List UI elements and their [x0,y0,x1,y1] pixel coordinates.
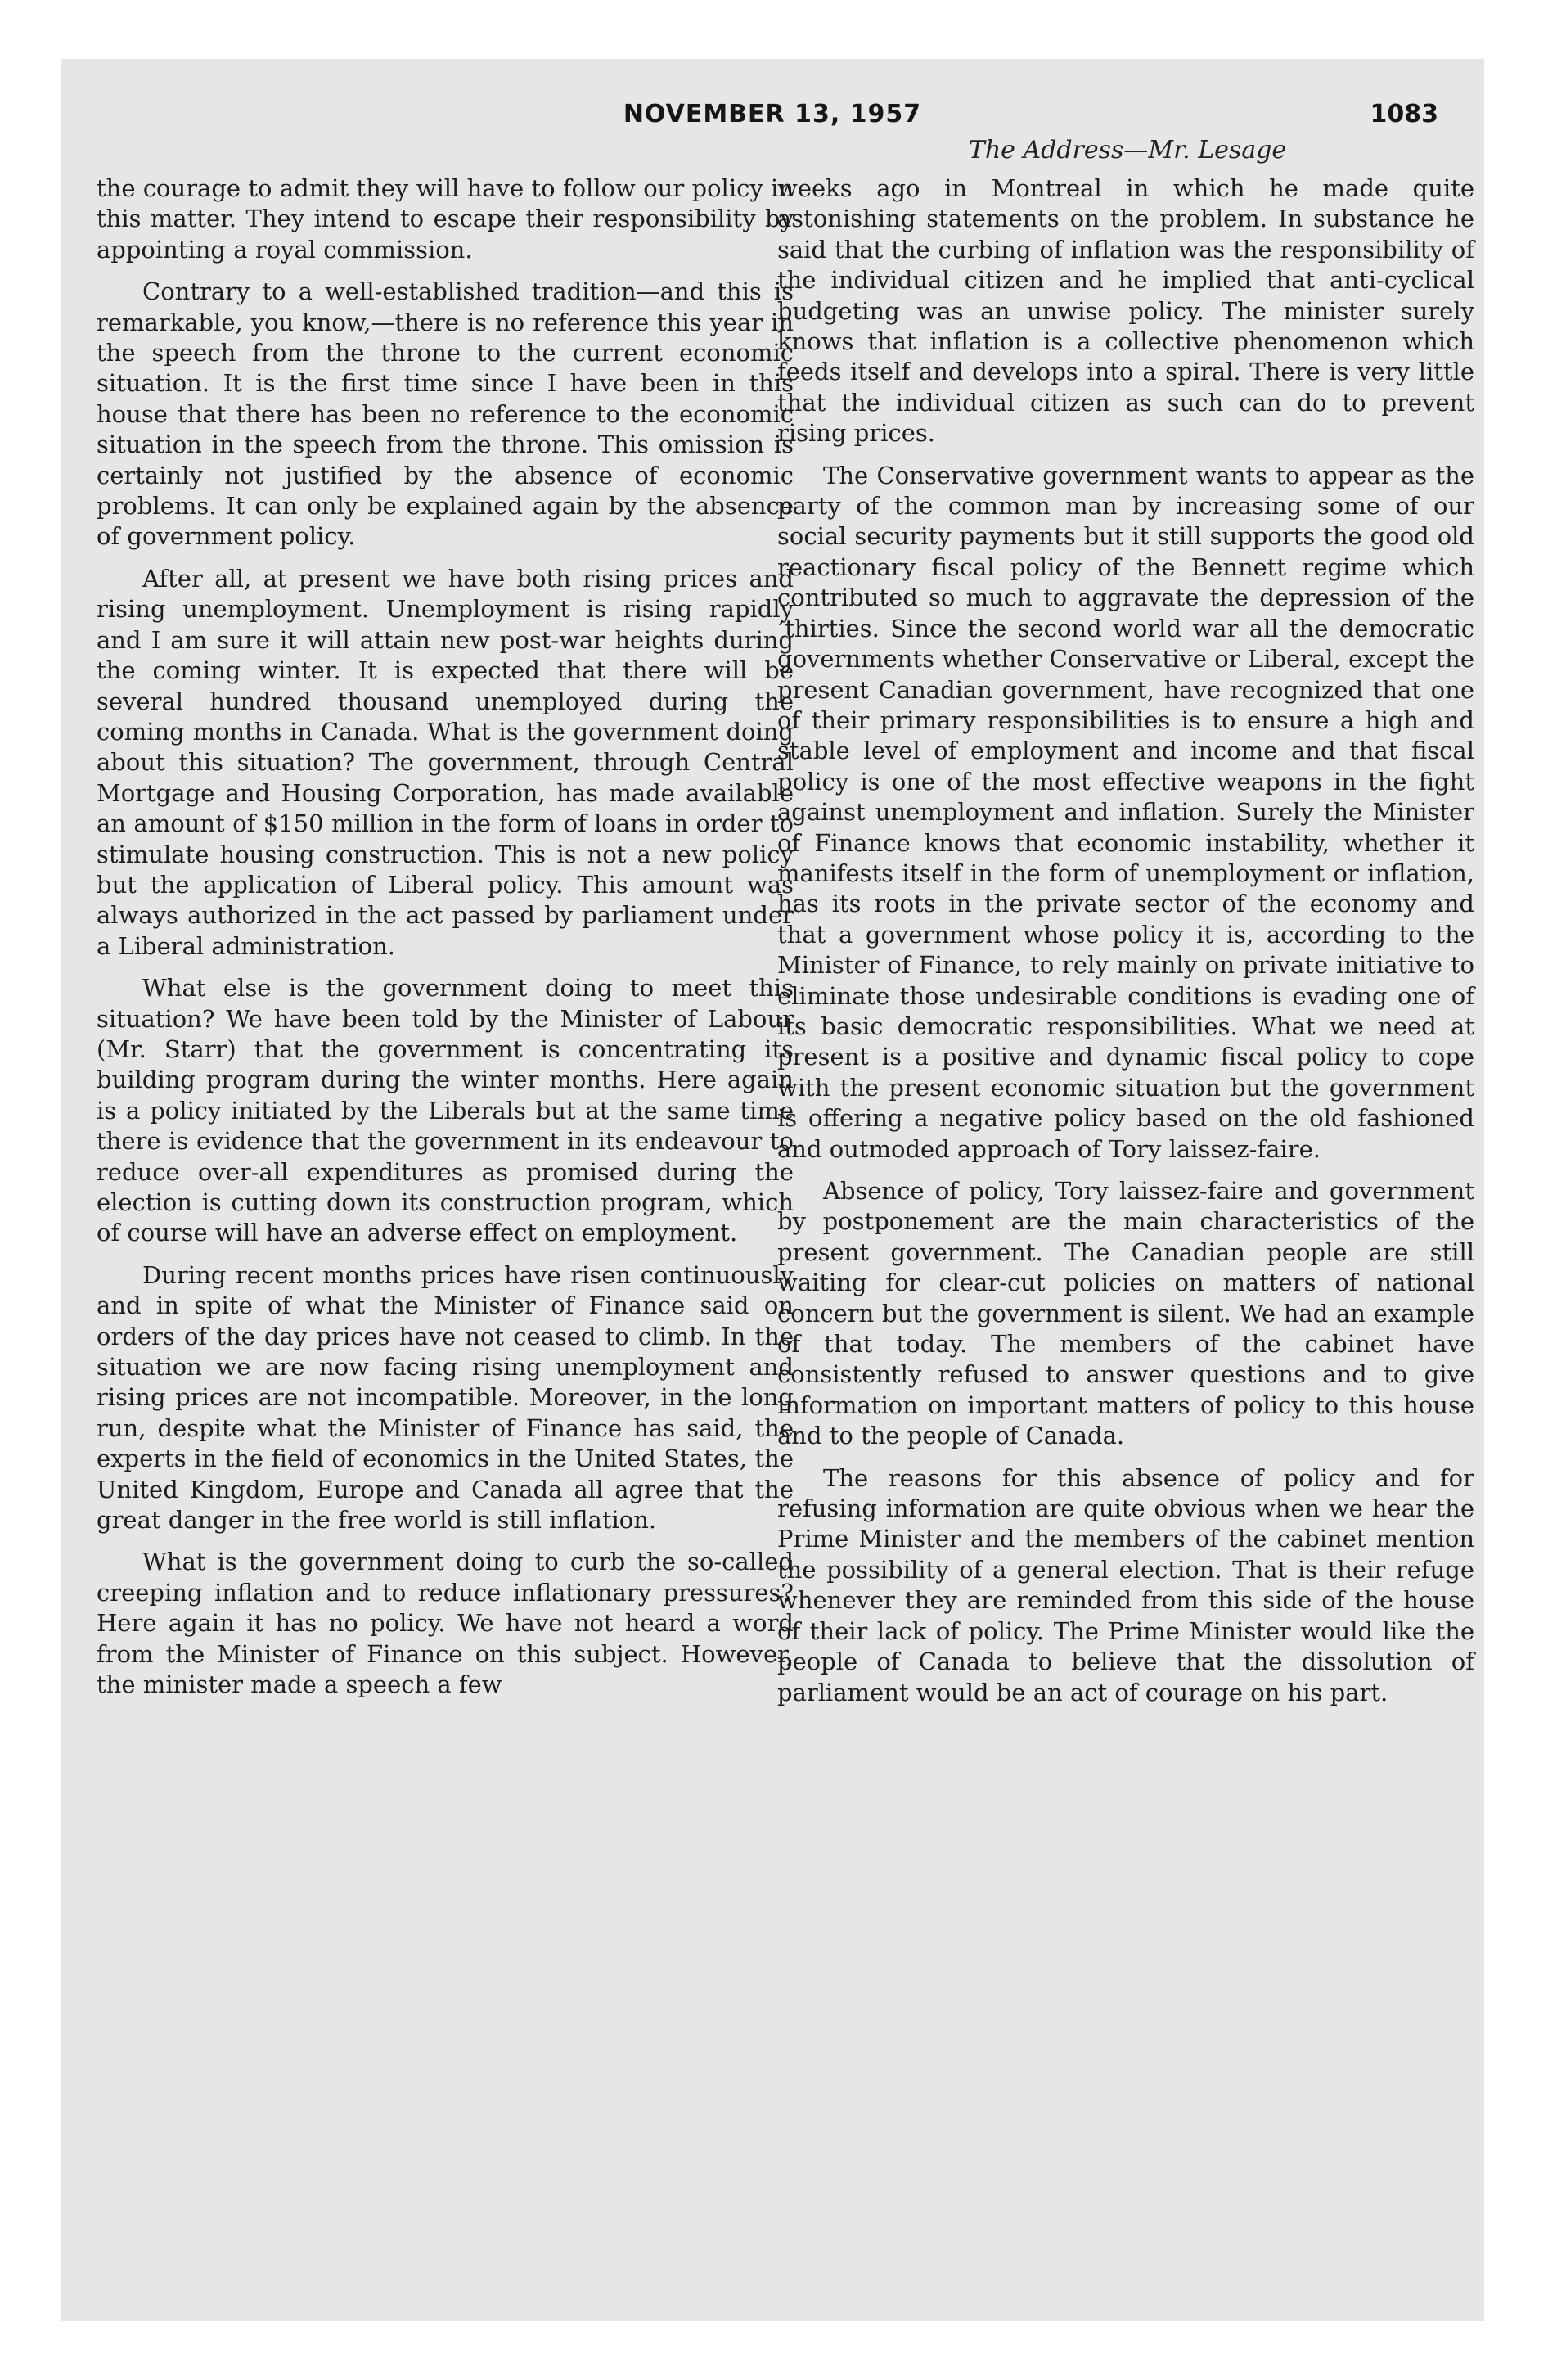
running-head: The Address—Mr. Lesage [968,136,1287,165]
paragraph: The Conservative government wants to appear as the party of the common man by increasing some of our social security payments but it still supports the good old reactionary fiscal policy of the Bennett regime which contributed so much to aggravate the depression of the ’thirties. Since the second world war all the democratic governments whether Conservative or Liberal, except the present Canadian government, have recognized that one of their primary responsibilities is to ensure a high and stable level of employment and income and that fiscal policy is one of the most effective weapons in the fight against unemployment and inflation. Surely the Minister of Finance knows that economic instability, whether it manifests itself in the form of unemployment or inflation, has its roots in the private sector of the economy and that a government whose policy it is, according to the Minister of Finance, to rely mainly on private initiative to eliminate those undesirable conditions is evading one of its basic democratic responsibilities. What we need at present is a positive and dynamic fiscal policy to cope with the present economic situation but the government is offering a negative policy based on the old fashioned and outmoded approach of Tory laissez-faire. [777,461,1474,1163]
right-column [777,174,1474,1720]
paragraph: the courage to admit they will have to follow our policy in this matter. They intend to escape their responsibility by appointing a royal commission. [97,174,794,264]
page-scan [61,59,1484,2321]
paragraph: Contrary to a well-established tradition—and this is remarkable, you know,—there is no reference this year in the speech from the throne to the current economic situation. It is the first time since I have been in this house that there has been no reference to the economic situation in the speech from the throne. This omission is certainly not justified by the absence of economic problems. It can only be explained again by the absence of government policy. [97,277,794,551]
paragraph: Absence of policy, Tory laissez-faire and government by postponement are the main characteristics of the present government. The Canadian people are still waiting for clear-cut policies on matters of national concern but the government is silent. We had an example of that today. The members of the cabinet have consistently refused to answer questions and to give information on important matters of policy to this house and to the people of Canada. [777,1177,1474,1450]
left-column [97,174,794,1712]
paragraph: The reasons for this absence of policy and for refusing information are quite obvious when we hear the Prime Minister and the members of the cabinet mention the possibility of a general election. That is their refuge whenever they are reminded from this side of the house of their lack of policy. The Prime Minister would like the people of Canada to believe that the dissolution of parliament would be an act of courage on his part. [777,1463,1474,1706]
paragraph: weeks ago in Montreal in which he made quite astonishing statements on the problem. In substance he said that the curbing of inflation was the responsibility of the individual citizen and he implied that anti-cyclical budgeting was an unwise policy. The minister surely knows that inflation is a collective phenomenon which feeds itself and develops into a spiral. There is very little that the individual citizen as such can do to prevent rising prices. [777,174,1474,448]
paragraph: What else is the government doing to meet this situation? We have been told by the Minister of Labour (Mr. Starr) that the government is concentrating its building program during the winter months. Here again is a policy initiated by the Liberals but at the same time there is evidence that the government in its endeavour to reduce over-all expenditures as promised during the election is cutting down its construction program, which of course will have an adverse effect on employment. [97,974,794,1247]
paragraph: After all, at present we have both rising prices and rising unemployment. Unemployment is rising rapidly and I am sure it will attain new post-war heights during the coming winter. It is expected that there will be several hundred thousand unemployed during the coming months in Canada. What is the government doing about this situation? The government, through Central Mortgage and Housing Corporation, has made available an amount of $150 million in the form of loans in order to stimulate housing construction. This is not a new policy but the application of Liberal policy. This amount was always authorized in the act passed by parliament under a Liberal administration. [97,564,794,960]
page-number: 1083 [1370,100,1438,128]
page-date-header: NOVEMBER 13, 1957 [623,100,922,128]
paragraph: During recent months prices have risen continuously and in spite of what the Minister of Finance said on orders of the day prices have not ceased to climb. In the situation we are now facing rising unemployment and rising prices are not incompatible. Moreover, in the long run, despite what the Minister of Finance has said, the experts in the field of economics in the United States, the United Kingdom, Europe and Canada all agree that the great danger in the free world is still inflation. [97,1260,794,1535]
paragraph: What is the government doing to curb the so-called creeping inflation and to reduce inflationary pressures? Here again it has no policy. We have not heard a word from the Minister of Finance on this subject. However, the minister made a speech a few [97,1548,794,1699]
